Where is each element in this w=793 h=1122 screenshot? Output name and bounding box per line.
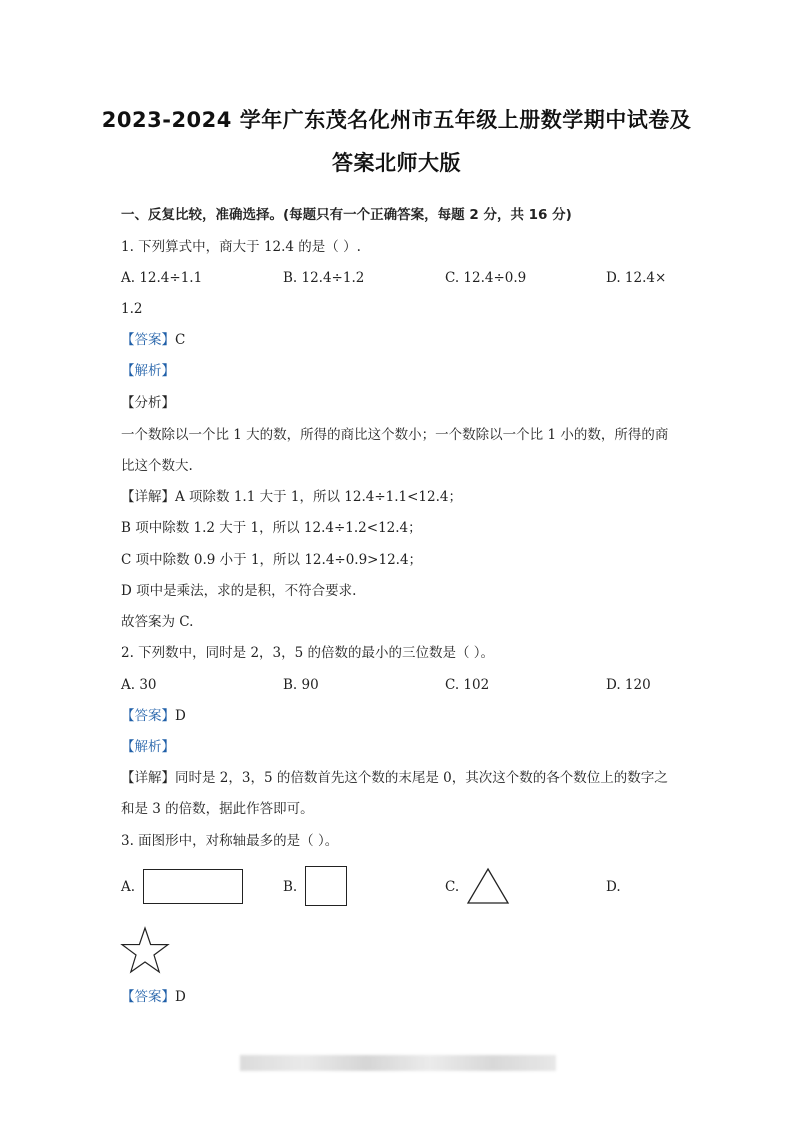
q3-option-b-label: B. — [283, 879, 298, 895]
q1-detail-text1: A 项除数 1.1 大于 1，所以 12.4÷1.1<12.4； — [175, 489, 462, 505]
q1-jiexi-tag: 【解析】 — [121, 363, 175, 379]
q3-answer-line — [121, 988, 186, 1006]
q3-answer-value: D — [175, 989, 186, 1005]
q3-option-d-label: D. — [606, 879, 621, 895]
q1-stem: 1. 下列算式中，商大于 12.4 的是（ ）. — [121, 239, 361, 255]
detail-tag: 【详解】 — [121, 489, 175, 505]
q2-answer-value: D — [175, 708, 186, 724]
answer-tag: 【答案】 — [121, 708, 175, 724]
q1-answer-line — [121, 331, 185, 349]
q2-stem: 2. 下列数中，同时是 2，3，5 的倍数的最小的三位数是（ ）。 — [121, 645, 495, 661]
q3-stem: 3. 面图形中，对称轴最多的是（ ）。 — [121, 833, 339, 849]
q1-option-a: A. 12.4÷1.1 — [121, 270, 203, 286]
q1-analysis-line2: 比这个数大. — [121, 458, 193, 474]
q2-detail-line1 — [121, 769, 668, 787]
q2-detail-line2: 和是 3 的倍数，据此作答即可。 — [121, 801, 314, 817]
q2-jiexi-tag: 【解析】 — [121, 739, 175, 755]
triangle-shape — [466, 867, 510, 905]
q1-analysis-line1: 一个数除以一个比 1 大的数，所得的商比这个数小；一个数除以一个比 1 小的数，所得的商 — [121, 427, 669, 443]
q2-option-c: C. 102 — [445, 677, 490, 693]
q3-option-a-label: A. — [121, 879, 136, 895]
q2-answer-line — [121, 707, 186, 725]
q1-option-d-continued: 1.2 — [121, 301, 143, 317]
q2-detail-text1: 同时是 2，3，5 的倍数首先这个数的末尾是 0，其次这个数的各个数位上的数字之 — [175, 770, 668, 786]
q1-option-c: C. 12.4÷0.9 — [445, 270, 527, 286]
q1-conclusion: 故答案为 C. — [121, 614, 194, 630]
q1-detail-line4: D 项中是乘法，求的是积，不符合要求. — [121, 583, 357, 599]
q3-option-c-label: C. — [445, 879, 460, 895]
q1-detail-line1 — [121, 488, 462, 506]
star-shape — [120, 926, 170, 974]
q1-answer-value: C — [175, 332, 186, 348]
q1-option-d: D. 12.4× — [606, 270, 667, 286]
page-title-line1: 2023-2024 学年广东茂名化州市五年级上册数学期中试卷及 — [101, 108, 692, 132]
q1-option-b: B. 12.4÷1.2 — [283, 270, 365, 286]
q2-option-d: D. 120 — [606, 677, 651, 693]
answer-tag: 【答案】 — [121, 332, 175, 348]
detail-tag: 【详解】 — [121, 770, 175, 786]
q2-option-a: A. 30 — [121, 677, 157, 693]
page-title-line2: 答案北师大版 — [332, 151, 461, 175]
blurred-footer-watermark — [240, 1055, 556, 1071]
rectangle-shape — [143, 869, 243, 904]
q1-detail-line3: C 项中除数 0.9 小于 1，所以 12.4÷0.9>12.4； — [121, 552, 423, 568]
answer-tag: 【答案】 — [121, 989, 175, 1005]
q2-option-b: B. 90 — [283, 677, 319, 693]
square-shape — [305, 866, 347, 906]
section1-heading: 一、反复比较，准确选择。(每题只有一个正确答案，每题 2 分，共 16 分) — [121, 207, 572, 223]
q1-fenxi-tag: 【分析】 — [121, 395, 175, 411]
q1-detail-line2: B 项中除数 1.2 大于 1，所以 12.4÷1.2<12.4； — [121, 520, 422, 536]
